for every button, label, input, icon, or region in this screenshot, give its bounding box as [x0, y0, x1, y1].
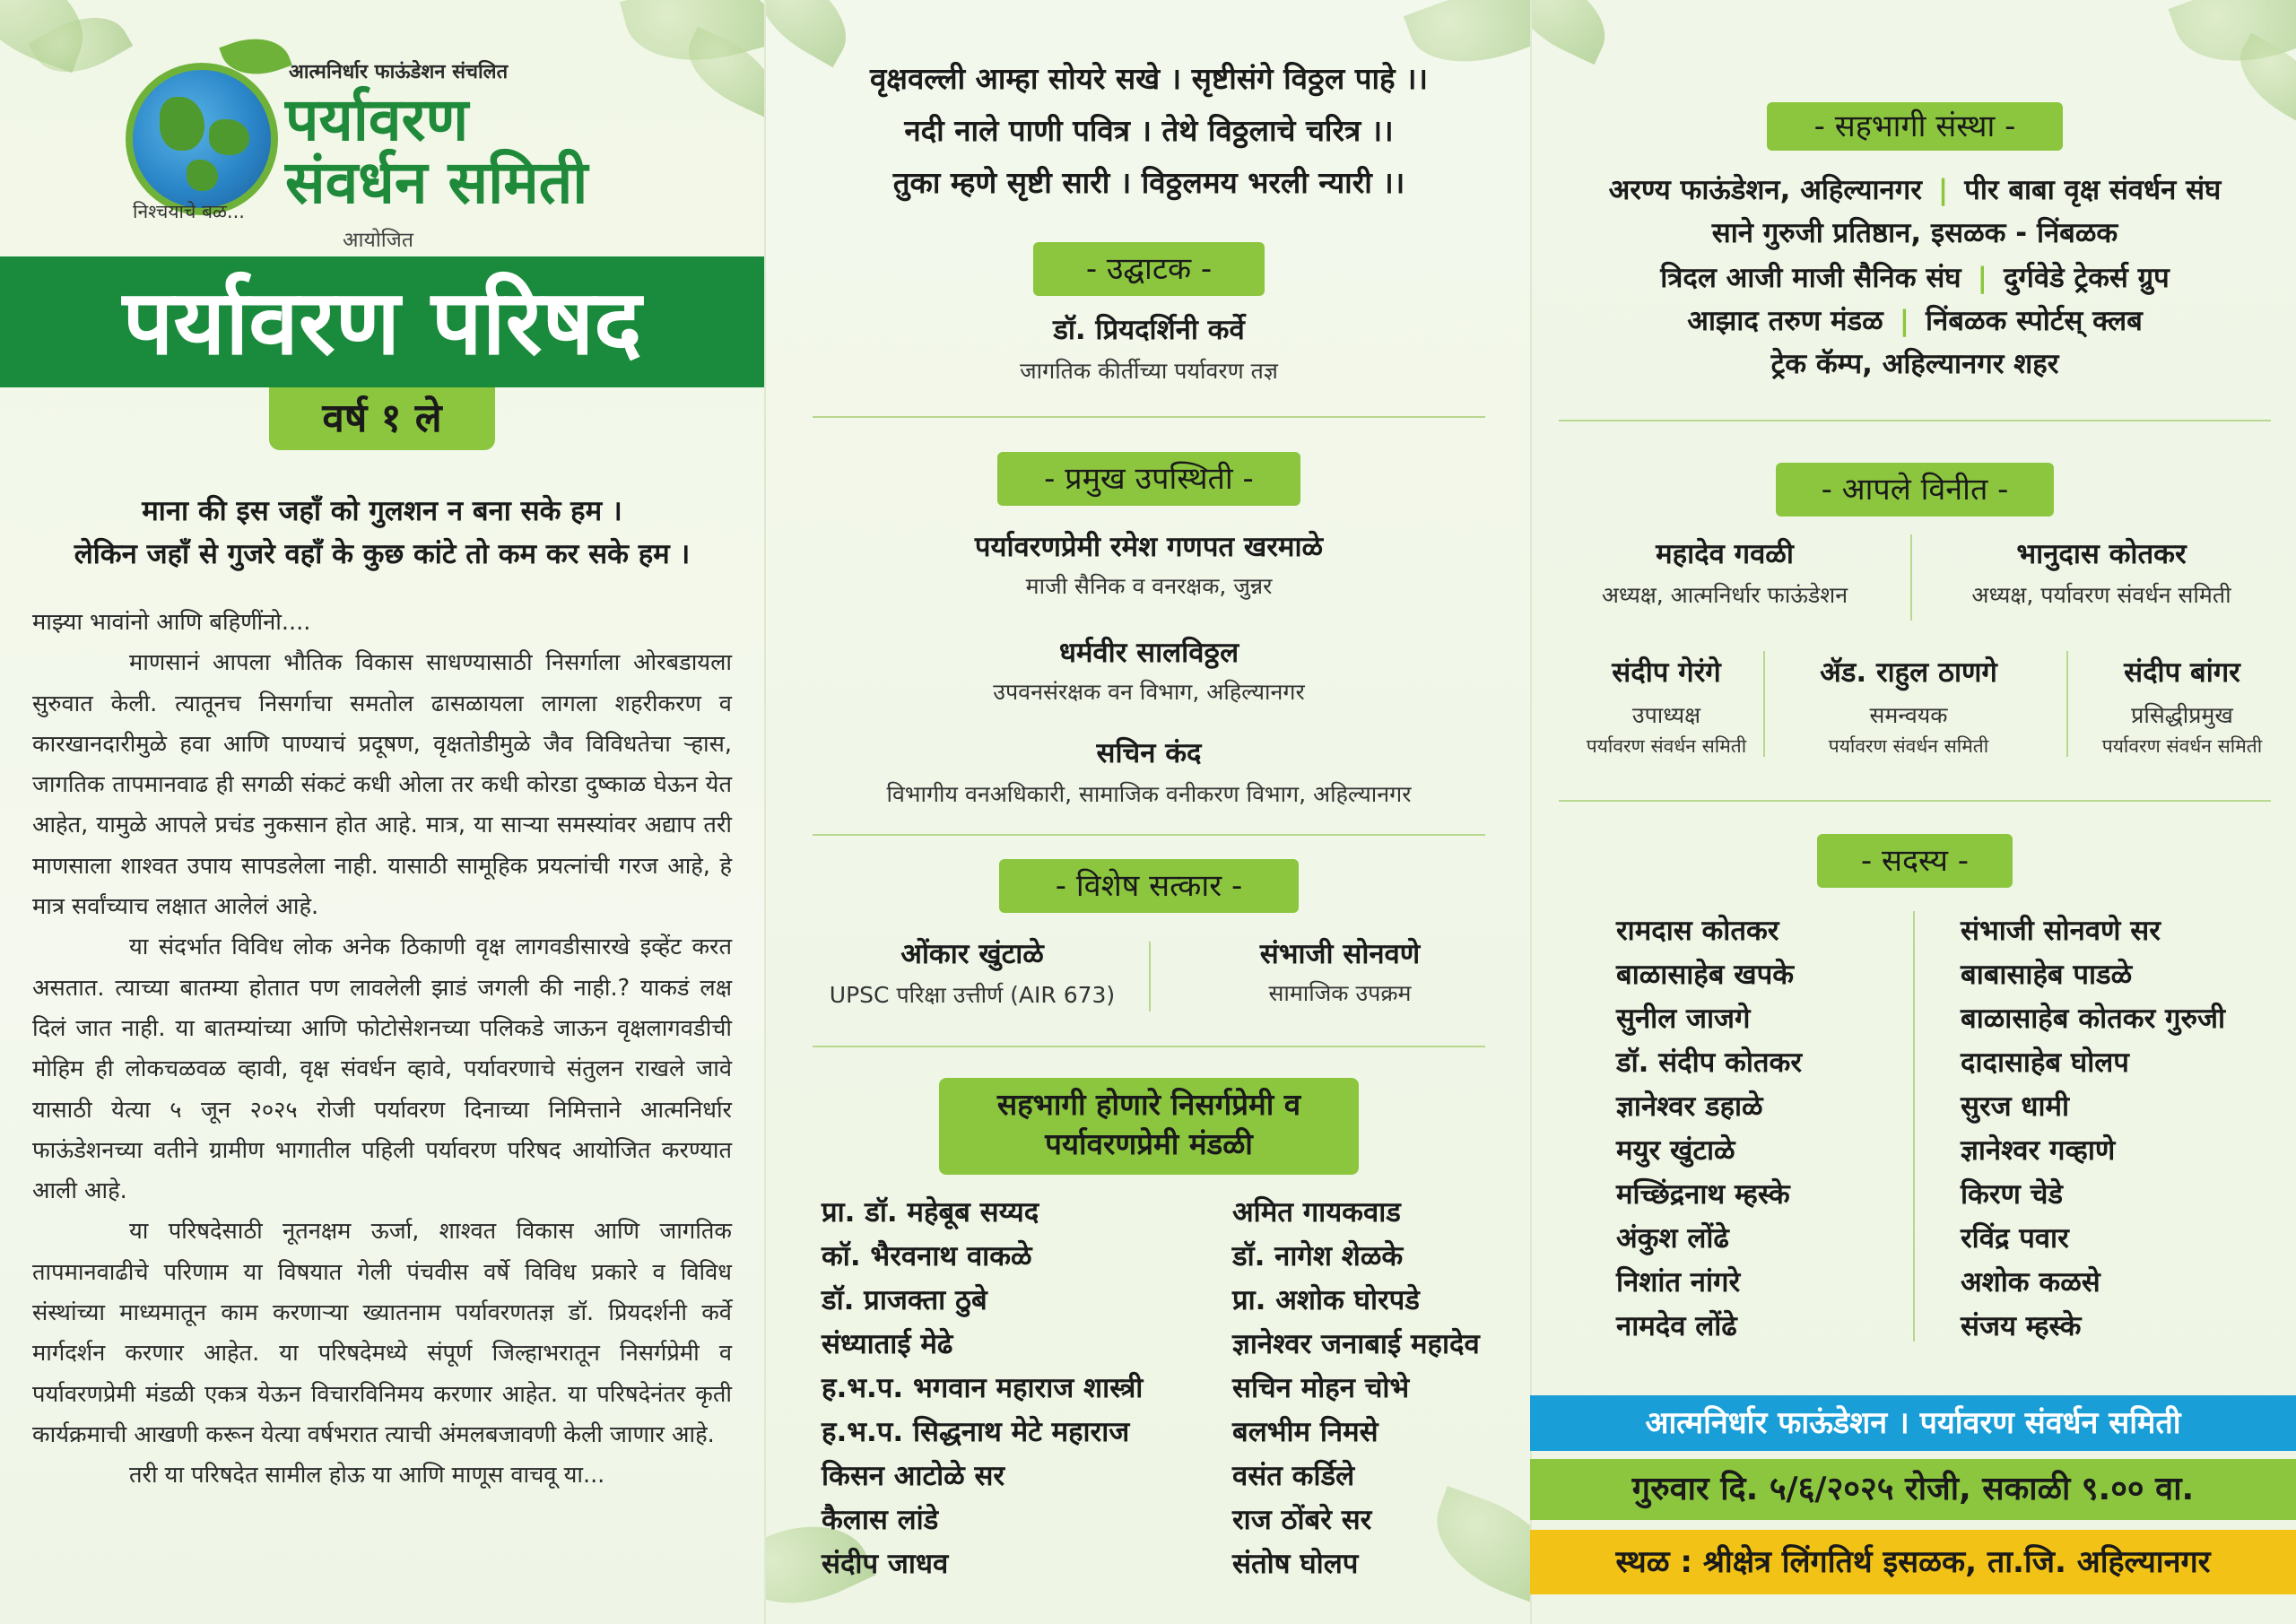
member-name: ज्ञानेश्वर डहाळे: [1616, 1090, 1763, 1123]
participant-name: राज ठोंबरे सर: [1232, 1504, 1372, 1536]
participant-name: संध्याताई मेढे: [822, 1328, 953, 1360]
participant-name: बलभीम निमसे: [1232, 1416, 1378, 1448]
guest-desc: उपवनसंरक्षक वन विभाग, अहिल्यानगर: [993, 679, 1305, 705]
honoree-desc: UPSC परिक्षा उत्तीर्ण (AIR 673): [829, 982, 1116, 1008]
verse-line-3: तुका म्हणे सृष्टी सारी । विठ्ठलमय भरली न्यारी ।।: [892, 165, 1405, 200]
globe-logo-icon: [126, 63, 278, 215]
host-role: उपाध्यक्ष: [1631, 702, 1701, 728]
participant-name: डॉ. नागेश शेळके: [1232, 1240, 1404, 1272]
partner-name: निंबळक स्पोर्टस् क्लब: [1926, 305, 2143, 337]
host-org: पर्यावरण संवर्धन समिती: [1828, 735, 1989, 757]
member-name: संजय म्हस्के: [1961, 1310, 2082, 1342]
partners-badge: - सहभागी संस्था -: [1767, 102, 2063, 151]
host-desc: अध्यक्ष, पर्यावरण संवर्धन समिती: [1971, 582, 2231, 608]
shayari-line-1: माना की इस जहाँ को गुलशन न बना सके हम ।: [142, 495, 622, 527]
member-name: बाळासाहेब खपके: [1616, 959, 1795, 991]
vertical-separator: [1913, 911, 1915, 1342]
participants-badge: [939, 1078, 1359, 1175]
hosts-badge: - आपले विनीत -: [1776, 463, 2054, 517]
vertical-separator: [2066, 651, 2068, 757]
divider-glyph: |: [1899, 305, 1910, 337]
honoree-name: संभाजी सोनवणे: [1259, 938, 1421, 970]
letter-paragraph: माणसानं आपला भौतिक विकास साधण्यासाठी निसर्गाला ओरबडायला सुरुवात केली. त्यातूनच निसर्गाचा समतोल ढासळायला लागला शहरीकरण व कारखानदारीमुळे हवा आणि पाण्याचं प्रदूषण, वृक्षतोडीमुळे जैव विविधतेचा ऱ्हास, जागतिक तापमानवाढ ही सगळी संकटं कधी ओला तर कधी कोरडा दुष्काळ घेऊन येत आहेत, यामुळे आपले प्रचंड नुकसान होत आहे. मात्र, या साऱ्या समस्यांवर अद्याप तरी माणसाला शाश्वत उपाय सापडलेला नाही. यासाठी सामूहिक प्रयत्नांची गरज आहे, हे मात्र सर्वांच्याच लक्षात आलेलं आहे.: [32, 649, 732, 921]
divider-glyph: |: [1937, 174, 1949, 206]
guest-desc: माजी सैनिक व वनरक्षक, जुन्नर: [1025, 573, 1273, 599]
partner-name: ट्रेक कॅम्प, अहिल्यानगर शहर: [1770, 348, 2059, 380]
chief-guests-badge: - प्रमुख उपस्थिती -: [997, 452, 1300, 506]
partner-name: दुर्गवेडे ट्रेकर्स ग्रुप: [2003, 262, 2170, 294]
left-panel: [0, 0, 764, 1624]
participant-name: सचिन मोहन चोभे: [1232, 1372, 1410, 1404]
participant-name: अमित गायकवाड: [1232, 1196, 1401, 1229]
participant-name: प्रा. अशोक घोरपडे: [1232, 1284, 1420, 1316]
member-name: ज्ञानेश्वर गव्हाणे: [1961, 1134, 2116, 1167]
participant-name: ह.भ.प. सिद्धनाथ मेटे महाराज: [822, 1416, 1130, 1448]
member-name: बाबासाहेब पाडळे: [1961, 959, 2133, 991]
guest-name: पर्यावरणप्रेमी रमेश गणपत खरमाळे: [974, 531, 1324, 563]
middle-panel: [764, 0, 1530, 1624]
vertical-separator: [1910, 534, 1912, 621]
divider-glyph: |: [1977, 262, 1987, 294]
participants-label-line2: पर्यावरणप्रेमी मंडळी: [1045, 1126, 1253, 1161]
letter-paragraph: या संदर्भात विविध लोक अनेक ठिकाणी वृक्ष लागवडीसारखे इव्हेंट करत असतात. त्याच्या बातम्या होतात पण लावलेली झाडं जगली की नाही.? याकडं लक्ष दिलं जात नाही. या बातम्यांच्या आणि फोटोसेशनच्या पलिकडे जाऊन वृक्षलागवडीची मोहिम ही लोकचळवळ व्हावी, वृक्ष संवर्धन व्हावे, पर्यावरणाचे संतुलन राखले जावे यासाठी येत्या ५ जून २०२५ रोजी पर्यावरण दिनाच्या निमित्ताने आत्मनिर्धार फाऊंडेशनच्या वतीने ग्रामीण भागातील पहिली पर्यावरण परिषद आयोजित करण्यात आली आहे.: [32, 934, 732, 1205]
member-name: संभाजी सोनवणे सर: [1961, 915, 2161, 947]
inaugurator-badge: - उद्घाटक -: [1033, 242, 1265, 296]
member-name: रामदास कोतकर: [1616, 915, 1779, 947]
guest-desc: विभागीय वनअधिकारी, सामाजिक वनीकरण विभाग, अहिल्यानगर: [886, 781, 1412, 807]
partner-row: [1532, 258, 2296, 296]
member-name: सुनील जाजगे: [1616, 1003, 1751, 1035]
partner-row: [1532, 301, 2296, 339]
member-name: मयुर खुंटाळे: [1616, 1134, 1735, 1167]
host-role: समन्वयक: [1869, 702, 1948, 728]
shayari-line-2: लेकिन जहाँ से गुजरे वहाँ के कुछ कांटे तो कम कर सके हम ।: [74, 538, 691, 570]
member-name: मच्छिंद्रनाथ म्हस्के: [1616, 1178, 1790, 1211]
separator: [813, 416, 1485, 418]
host-name: ॲड. राहुल ठाणगे: [1820, 656, 1997, 689]
partner-row: [1532, 170, 2296, 208]
verse-line-2: नदी नाले पाणी पवित्र । तेथे विठ्ठलाचे चरित्र ।।: [904, 113, 1394, 148]
vertical-separator: [1763, 651, 1765, 757]
year-badge: वर्ष १ ले: [269, 387, 495, 450]
guest-name: धर्मवीर सालविठ्ठल: [1058, 637, 1239, 669]
separator: [813, 1046, 1485, 1047]
participant-name: ह.भ.प. भगवान महाराज शास्त्री: [822, 1372, 1144, 1404]
host-name: संदीप बांगर: [2124, 656, 2240, 689]
member-name: डॉ. संदीप कोतकर: [1616, 1046, 1803, 1079]
members-list-col1: [1616, 909, 1802, 1349]
verse-line-1: वृक्षवल्ली आम्हा सोयरे सखे । सृष्टीसंगे विठ्ठल पाहे ।।: [869, 61, 1429, 96]
member-name: अंकुश लोंढे: [1616, 1222, 1729, 1255]
honoree-name: ओंकार खुंटाळे: [900, 938, 1044, 970]
leaf-decoration: [1530, 0, 1621, 65]
org-title-line2: संवर्धन समिती: [285, 147, 588, 217]
appeal-letter: [32, 603, 732, 1497]
host-role: प्रसिद्धीप्रमुख: [2131, 702, 2233, 728]
member-name: निशांत नांगरे: [1616, 1266, 1741, 1298]
footer-organisers-bar: आत्मनिर्धार फाऊंडेशन । पर्यावरण संवर्धन समिती: [1530, 1395, 2296, 1451]
participants-label-line1: सहभागी होणारे निसर्गप्रेमी व: [996, 1087, 1301, 1122]
member-name: रविंद्र पवार: [1961, 1222, 2069, 1255]
main-title-banner: [0, 256, 764, 387]
separator: [1559, 420, 2271, 421]
partner-name: साने गुरुजी प्रतिष्ठान, इसळक - निंबळक: [1711, 217, 2118, 249]
org-title-line1: पर्यावरण: [285, 84, 469, 154]
participant-name: संदीप जाधव: [822, 1548, 949, 1580]
special-honour-badge: - विशेष सत्कार -: [999, 859, 1299, 913]
separator: [813, 834, 1485, 836]
separator: [1559, 800, 2271, 802]
letter-paragraph: या परिषदेसाठी नूतनक्षम ऊर्जा, शाश्वत विकास आणि जागतिक तापमानवाढीचे परिणाम या विषयात गेली पंचवीस वर्षे विविध प्रकारे व विविध संस्थांच्या माध्यमातून काम करणाऱ्या ख्यातनाम पर्यावरणतज्ञ डॉ. प्रियदर्शनी कर्वे मार्गदर्शन करणार आहेत. या परिषदेमध्ये संपूर्ण जिल्हाभरातून निसर्गप्रेमी व पर्यावरणप्रेमी मंडळी एकत्र येऊन विचारविनिमय करणार आहेत. या परिषदेनंतर कृती कार्यक्रमाची आखणी करून येत्या वर्षभरात त्याची अंमलबजावणी केली जाणार आहे.: [32, 1218, 732, 1448]
logo-tagline: निश्चयाचे बळ...: [133, 201, 245, 222]
member-name: बाळासाहेब कोतकर गुरुजी: [1961, 1003, 2226, 1035]
host-org: पर्यावरण संवर्धन समिती: [2101, 735, 2263, 757]
partner-name: त्रिदल आजी माजी सैनिक संघ: [1660, 262, 1961, 294]
member-name: किरण चेडे: [1961, 1178, 2063, 1211]
guest-name: सचिन कंद: [1096, 737, 1202, 769]
member-name: सुरज धामी: [1961, 1090, 2070, 1123]
participants-list-col1: [822, 1191, 1143, 1586]
partner-name: पीर बाबा वृक्ष संवर्धन संघ: [1964, 174, 2222, 206]
letter-closing: तरी या परिषदेत सामील होऊ या आणि माणूस वाचवू या...: [129, 1462, 605, 1489]
right-panel: [1530, 0, 2296, 1624]
participant-name: डॉ. प्राजक्ता ठुबे: [822, 1284, 987, 1316]
inaugurator-name: डॉ. प्रियदर्शिनी कर्वे: [1053, 314, 1245, 346]
member-name: अशोक कळसे: [1961, 1266, 2100, 1298]
main-title: पर्यावरण परिषद: [122, 269, 642, 375]
org-subtitle: आत्मनिर्धार फाऊंडेशन संचलित: [289, 61, 509, 83]
participant-name: कॉ. भैरवनाथ वाकळे: [822, 1240, 1032, 1272]
participant-name: कैलास लांडे: [822, 1504, 939, 1536]
member-name: नामदेव लोंढे: [1616, 1310, 1737, 1342]
participant-name: ज्ञानेश्वर जनाबाई महादेव: [1232, 1328, 1480, 1360]
host-name: महादेव गवळी: [1656, 538, 1794, 570]
host-org: पर्यावरण संवर्धन समिती: [1586, 735, 1747, 757]
participant-name: संतोष घोलप: [1232, 1548, 1359, 1580]
participants-list-col2: [1232, 1191, 1480, 1586]
members-list-col2: [1961, 909, 2225, 1349]
letter-greeting: माझ्या भावांनो आणि बहिणींनो....: [32, 609, 311, 636]
partner-name: आझाद तरुण मंडळ: [1687, 305, 1883, 337]
participant-name: किसन आटोळे सर: [822, 1460, 1005, 1492]
vertical-separator: [1149, 942, 1151, 1012]
partner-name: अरण्य फाऊंडेशन, अहिल्यानगर: [1608, 174, 1922, 206]
member-name: दादासाहेब घोलप: [1961, 1046, 2129, 1079]
host-name: भानुदास कोतकर: [2016, 538, 2187, 570]
organised-by-label: आयोजित: [343, 229, 413, 252]
footer-venue-bar: स्थळ : श्रीक्षेत्र लिंगतिर्थ इसळक, ता.जि. अहिल्यानगर: [1530, 1530, 2296, 1594]
members-badge: - सदस्य -: [1817, 834, 2013, 888]
participant-name: वसंत कर्डिले: [1232, 1460, 1355, 1492]
host-name: संदीप गेरंगे: [1612, 656, 1721, 689]
footer-date-bar: गुरुवार दि. ५/६/२०२५ रोजी, सकाळी ९.०० वा.: [1530, 1459, 2296, 1520]
host-desc: अध्यक्ष, आत्मनिर्धार फाऊंडेशन: [1601, 582, 1848, 608]
inaugurator-desc: जागतिक कीर्तीच्या पर्यावरण तज्ञ: [1020, 358, 1278, 384]
participant-name: प्रा. डॉ. महेबूब सय्यद: [822, 1196, 1039, 1229]
honoree-desc: सामाजिक उपक्रम: [1268, 980, 1412, 1006]
